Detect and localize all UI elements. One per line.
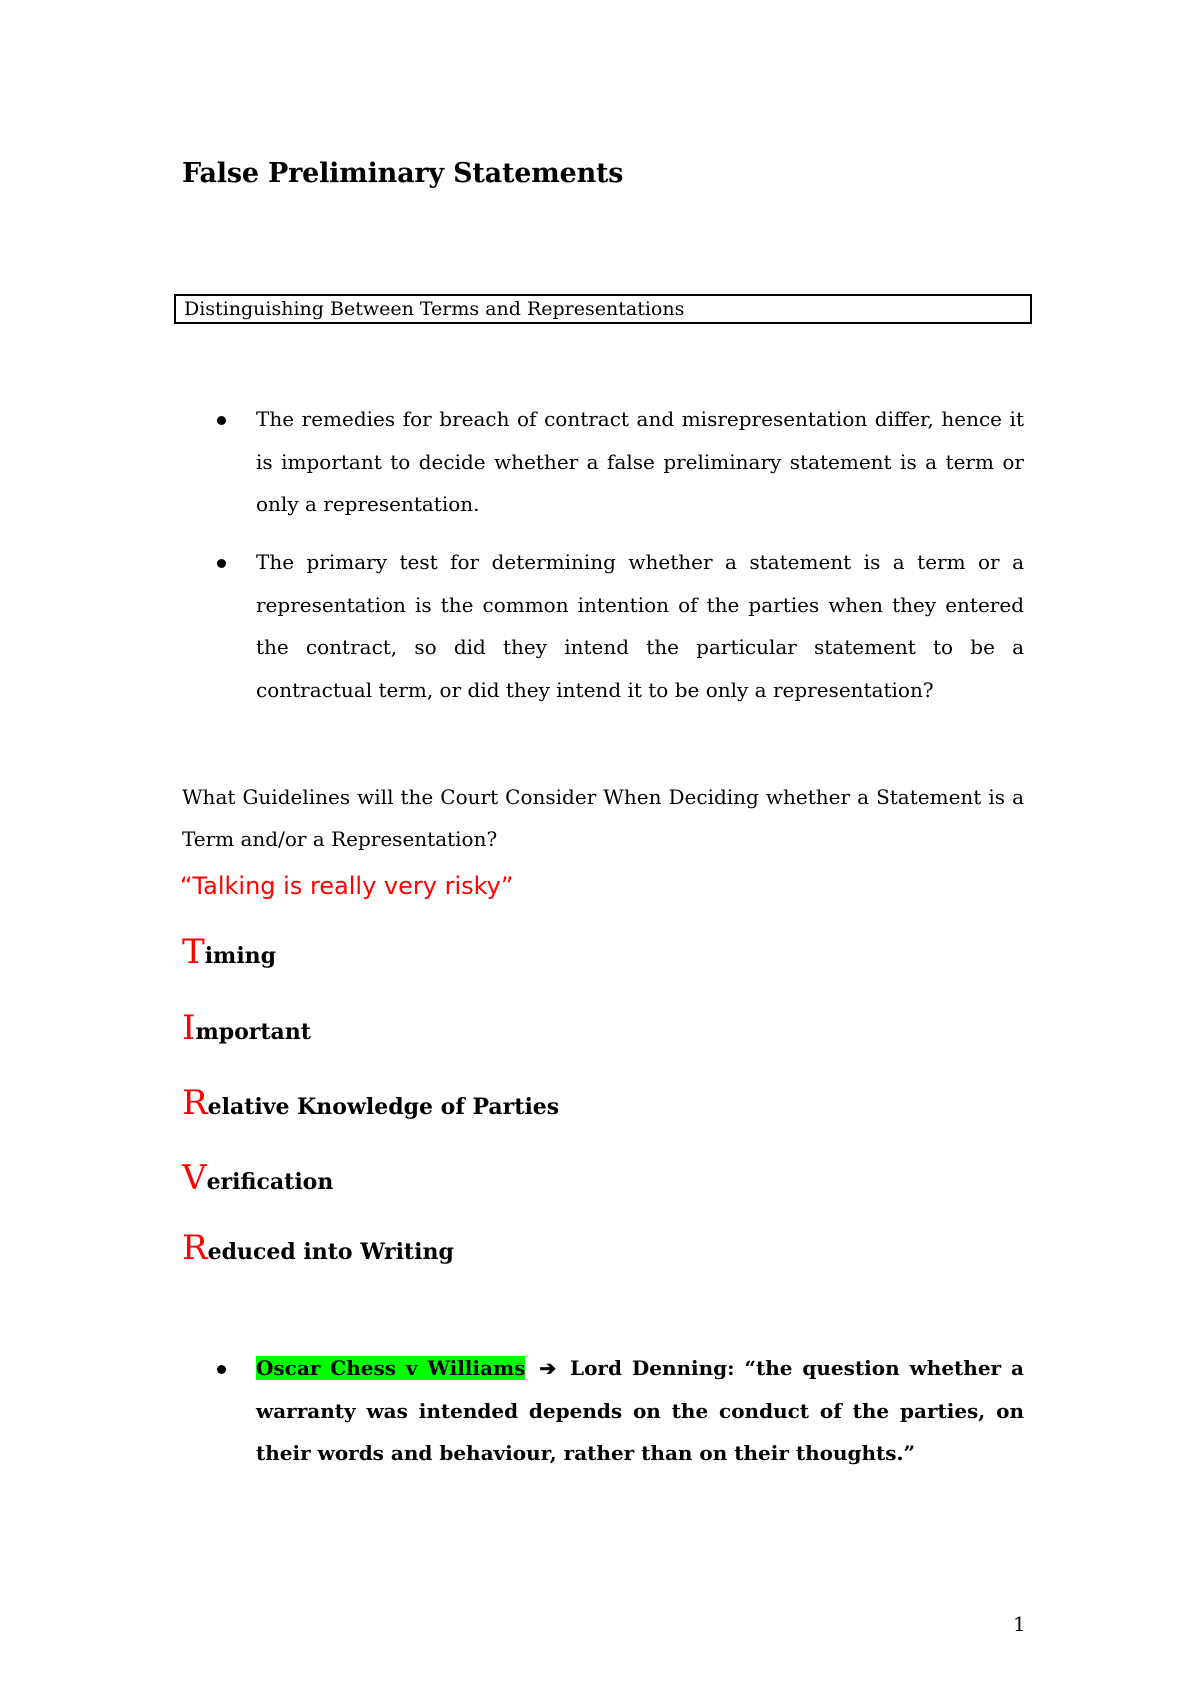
case-name-highlight: Oscar Chess v Williams (256, 1356, 526, 1380)
acronym-letter: I (182, 1008, 196, 1048)
acronym-word: mportant (195, 1019, 311, 1045)
bullet-text: The remedies for breach of contract and misrepresentation differ, hence it is important to decide whether a false preliminary statement is a term or only a representation. (256, 407, 1024, 516)
bullet-icon (217, 1365, 226, 1374)
acronym-word: iming (204, 943, 277, 969)
acronym-letter: V (182, 1158, 207, 1198)
guidelines-heading: What Guidelines will the Court Consider When Deciding whether a Statement is a Term and/or a Representation? (182, 785, 1024, 851)
acronym-letter: R (182, 1083, 208, 1123)
acronym-word: educed into Writing (207, 1239, 454, 1265)
acronym-item-reduced-into-writing (182, 1228, 454, 1268)
acronym-word: erification (206, 1169, 334, 1195)
arrow-right-icon: ➔ (539, 1356, 557, 1380)
mnemonic-phrase: “Talking is really very risky” (180, 872, 514, 900)
acronym-letter: T (182, 932, 205, 972)
acronym-word: elative Knowledge of Parties (207, 1094, 560, 1120)
bullet-icon (217, 559, 226, 568)
bullet-text: The primary test for determining whether a statement is a term or a representation is the common intention of the parties when they entered the contract, so did they intend the particular statement to be a contractual term, or did they intend it to be only a representation? (256, 550, 1024, 702)
acronym-item-verification (182, 1158, 333, 1198)
case-text (256, 1347, 1024, 1475)
acronym-item-important (182, 1008, 311, 1048)
section-heading: Distinguishing Between Terms and Representations (184, 298, 685, 320)
acronym-item-relative-knowledge (182, 1083, 559, 1123)
bullet-icon (217, 416, 226, 425)
page-number: 1 (1013, 1612, 1026, 1636)
case-quote: Lord Denning: “the question whether a warranty was intended depends on the conduct of the parties, on their words and behaviour, rather than on their thoughts.” (256, 1356, 1024, 1465)
section-heading-box (174, 294, 1032, 324)
page-title: False Preliminary Statements (182, 158, 624, 189)
acronym-item-timing (182, 932, 276, 972)
acronym-letter: R (182, 1228, 208, 1268)
